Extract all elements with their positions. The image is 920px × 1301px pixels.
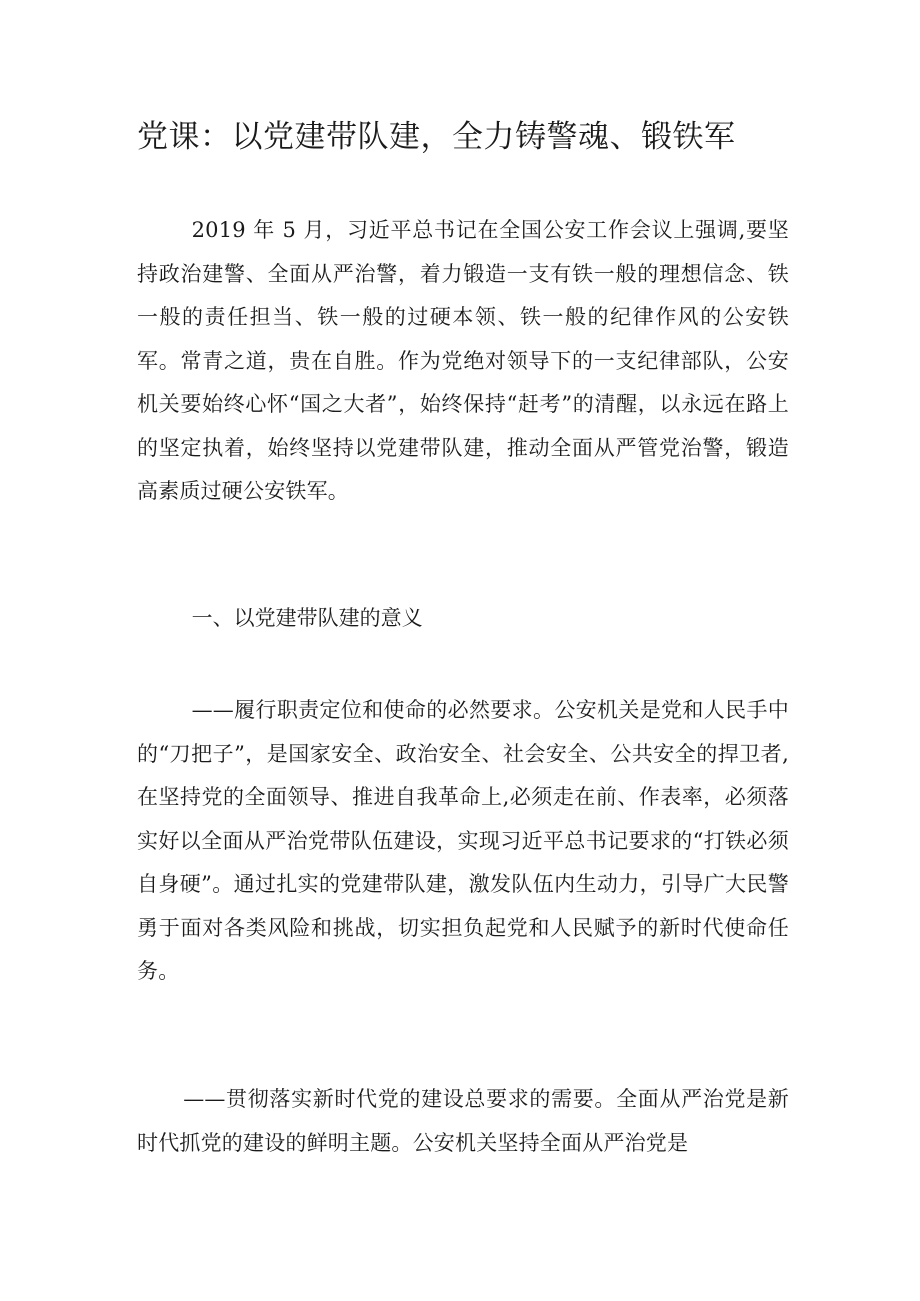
document-title: 党课：以党建带队建，全力铸警魂、锻铁军 [137,119,736,155]
intro-paragraph: 2019 年 5 月，习近平总书记在全国公安工作会议上强调,要坚持政治建警、全面从严治警，着力锻造一支有铁一般的理想信念、铁一般的责任担当、铁一般的过硬本领、铁一般的纪律作风的公安铁军。常青之道，贵在自胜。作为党绝对领导下的一支纪律部队，公安机关要始终心怀“国之大者”，始终保持“赶考”的清醒，以永远在路上的坚定执着，始终坚持以党建带队建，推动全面从严管党治警，锻造高素质过硬公安铁军。 [137,218,789,503]
section-heading: 一、以党建带队建的意义 [191,606,423,630]
section-paragraph-1: ——履行职责定位和使命的必然要求。公安机关是党和人民手中的“刀把子”，是国家安全、政治安全、社会安全、公共安全的捍卫者,在坚持党的全面领导、推进自我革命上,必须走在前、作表率，必须落实好以全面从严治党带队伍建设，实现习近平总书记要求的“打铁必须自身硬”。通过扎实的党建带队建，激发队伍内生动力，引导广大民警勇于面对各类风险和挑战，切实担负起党和人民赋予的新时代使命任务。 [137,698,789,983]
section-paragraph-2: ——贯彻落实新时代党的建设总要求的需要。全面从严治党是新时代抓党的建设的鲜明主题。公安机关坚持全面从严治党是 [137,1087,789,1155]
